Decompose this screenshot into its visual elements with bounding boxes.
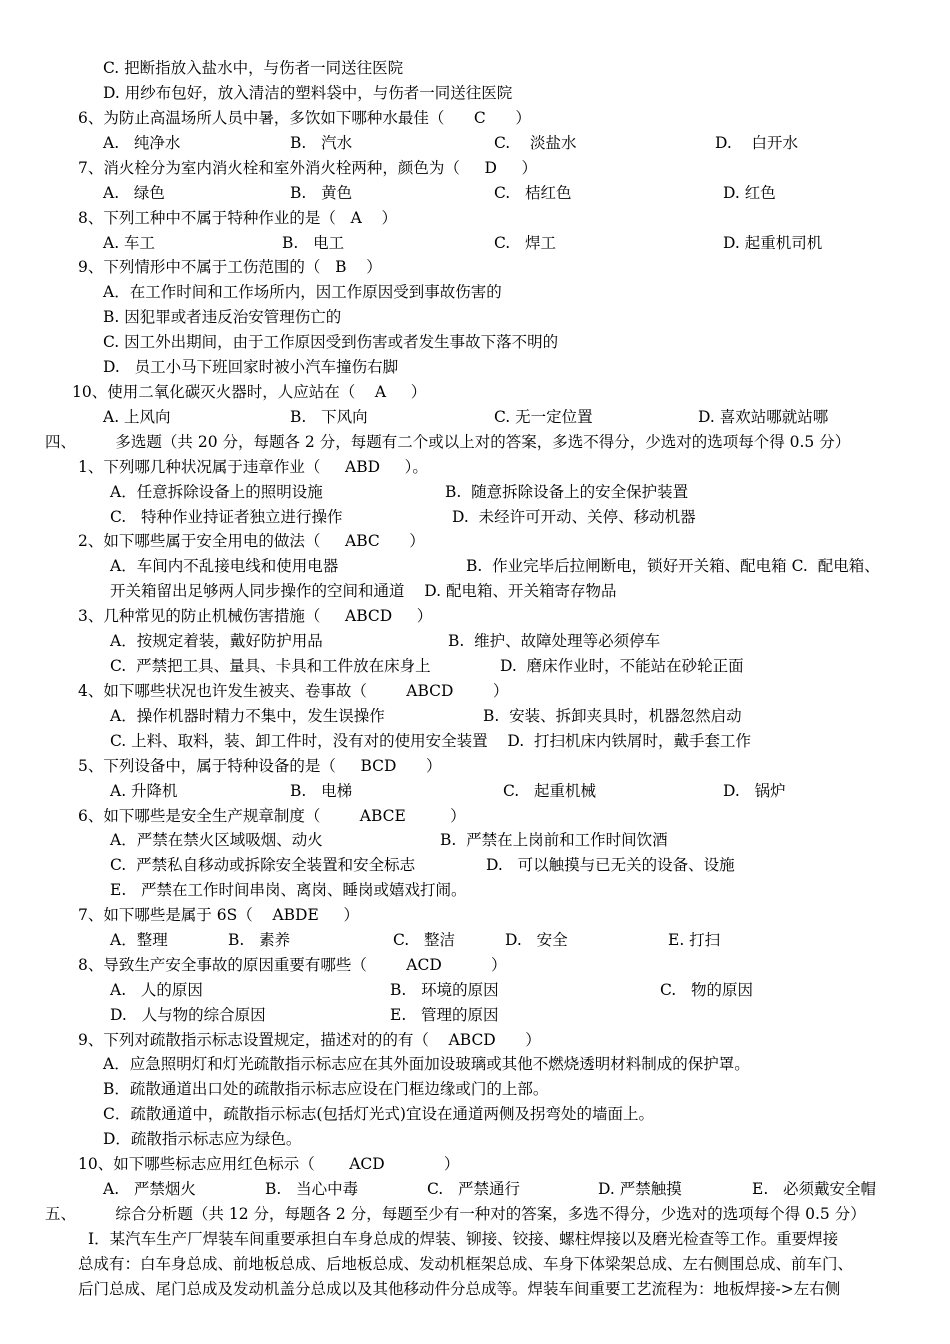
text-line: D．疏散指示标志应为绿色。 bbox=[103, 1130, 302, 1148]
text-line: D. 人与物的综合原因 bbox=[110, 1006, 266, 1024]
text-line: B．疏散通道出口处的疏散指示标志应设在门框边缘或门的上部。 bbox=[103, 1080, 549, 1098]
text-line: B. 汽水 bbox=[290, 134, 353, 152]
text-line: D. 可以触摸与已无关的设备、设施 bbox=[486, 856, 735, 874]
text-line: 4、如下哪些状况也许发生被夹、卷事故（ ABCD ） bbox=[78, 682, 509, 700]
text-line: B. 随意拆除设备上的安全保护装置 bbox=[445, 483, 689, 501]
text-line: A. 绿色 bbox=[103, 184, 165, 202]
text-line: D. 白开水 bbox=[715, 134, 799, 152]
text-line: D. 锅炉 bbox=[723, 782, 786, 800]
text-line: 9、下列情形中不属于工伤范围的（ B ） bbox=[78, 258, 382, 276]
text-line: C. 特种作业持证者独立进行操作 bbox=[110, 508, 343, 526]
text-line: 7、如下哪些是属于 6S（ ABDE ） bbox=[78, 906, 359, 924]
text-line: C. 无一定位置 bbox=[494, 408, 593, 426]
text-line: B. 素养 bbox=[228, 931, 291, 949]
text-line: C. 严禁私自移动或拆除安全装置和安全标志 bbox=[110, 856, 416, 874]
text-line: A. 人的原因 bbox=[110, 981, 203, 999]
text-line: 6、为防止高温场所人员中暑，多饮如下哪种水最佳（ C ） bbox=[78, 109, 531, 127]
text-line: D. 磨床作业时，不能站在砂轮正面 bbox=[500, 657, 744, 675]
text-line: D. 严禁触摸 bbox=[598, 1180, 682, 1198]
text-line: 5、下列设备中，属于特种设备的是（ BCD ） bbox=[78, 757, 442, 775]
text-line: 总成有：白车身总成、前地板总成、后地板总成、发动机框架总成、车身下体梁架总成、左右侧围总成、前车门、 bbox=[78, 1255, 854, 1273]
text-line: B. 因犯罪或者违反治安管理伤亡的 bbox=[103, 308, 342, 326]
text-line: C. 淡盐水 bbox=[494, 134, 577, 152]
text-line: A. 上风向 bbox=[103, 408, 171, 426]
text-line: 8、下列工种中不属于特种作业的是（ A ） bbox=[78, 209, 398, 227]
text-line: A. 升降机 bbox=[110, 782, 178, 800]
text-line: A．车间内不乱接电线和使用电器 bbox=[110, 557, 339, 575]
text-line: C. 上料、取料，装、卸工件时，没有对的使用安全装置 D. 打扫机床内铁屑时，戴手套工作 bbox=[110, 732, 752, 750]
text-line: A．按规定着装，戴好防护用品 bbox=[110, 632, 323, 650]
text-line: 五、 综合分析题（共 12 分，每题各 2 分，每题至少有一种对的答案，多选不得分，少选对的选项每个得 0.5 分） bbox=[45, 1205, 866, 1223]
text-line: D. 喜欢站哪就站哪 bbox=[698, 408, 829, 426]
text-line: 6、如下哪些是安全生产规章制度（ ABCE ） bbox=[78, 807, 466, 825]
text-line: D. 红色 bbox=[723, 184, 776, 202]
text-line: A．任意拆除设备上的照明设施 bbox=[110, 483, 323, 501]
text-line: C．疏散通道中，疏散指示标志(包括灯光式)宜设在通道两侧及拐弯处的墙面上。 bbox=[103, 1105, 654, 1123]
text-line: D. 安全 bbox=[505, 931, 568, 949]
text-line: 10、使用二氧化碳灭火器时，人应站在（ A ） bbox=[72, 383, 427, 401]
text-line: B. 安装、拆卸夹具时，机器忽然启动 bbox=[483, 707, 742, 725]
text-line: 四、 多选题（共 20 分，每题各 2 分，每题有二个或以上对的答案，多选不得分，少选对的选项每个得 0.5 分） bbox=[45, 433, 851, 451]
text-line: 2、如下哪些属于安全用电的做法（ ABC ） bbox=[78, 532, 425, 550]
text-line: E. 管理的原因 bbox=[390, 1006, 499, 1024]
text-line: B. 环境的原因 bbox=[390, 981, 499, 999]
text-line: B. 黄色 bbox=[290, 184, 353, 202]
text-line: 8、导致生产安全事故的原因重要有哪些（ ACD ） bbox=[78, 956, 507, 974]
text-line: C. 物的原因 bbox=[660, 981, 754, 999]
text-line: Ⅰ．某汽车生产厂焊装车间重要承担白车身总成的焊装、铆接、铰接、螺柱焊接以及磨光检查等工作。重要焊接 bbox=[88, 1230, 839, 1248]
text-line: A．在工作时间和工作场所内，因工作原因受到事故伤害的 bbox=[103, 283, 502, 301]
text-line: E. 必须戴安全帽 bbox=[752, 1180, 877, 1198]
text-line: D. 未经许可开动、关停、移动机器 bbox=[452, 508, 696, 526]
text-line: 3、几种常见的防止机械伤害措施（ ABCD ） bbox=[78, 607, 433, 625]
text-line: E. 严禁在工作时间串岗、离岗、睡岗或嬉戏打闹。 bbox=[110, 881, 467, 899]
text-line: D. 用纱布包好，放入清洁的塑料袋中，与伤者一同送往医院 bbox=[103, 84, 513, 102]
text-line: 开关箱留出足够两人同步操作的空间和通道 D. 配电箱、开关箱寄存物品 bbox=[110, 582, 617, 600]
text-line: A. 纯净水 bbox=[103, 134, 181, 152]
text-line: D. 员工小马下班回家时被小汽车撞伤右脚 bbox=[103, 358, 399, 376]
text-line: B. 作业完毕后拉闸断电，锁好开关箱、配电箱 C. 配电箱、 bbox=[466, 557, 880, 575]
text-line: A. 严禁烟火 bbox=[103, 1180, 196, 1198]
text-line: 10、如下哪些标志应用红色标示（ ACD ） bbox=[78, 1155, 460, 1173]
text-line: B. 维护、故障处理等必须停车 bbox=[448, 632, 661, 650]
text-line: C. 桔红色 bbox=[494, 184, 572, 202]
text-line: C. 把断指放入盐水中，与伤者一同送往医院 bbox=[103, 59, 404, 77]
text-line: B. 电梯 bbox=[290, 782, 353, 800]
text-line: A．应急照明灯和灯光疏散指示标志应在其外面加设玻璃或其他不燃烧透明材料制成的保护罩。 bbox=[103, 1055, 750, 1073]
text-line: E. 打扫 bbox=[668, 931, 721, 949]
text-line: A. 车工 bbox=[103, 234, 156, 252]
text-line: 7、消火栓分为室内消火栓和室外消火栓两种，颜色为（ D ） bbox=[78, 159, 538, 177]
text-line: A．操作机器时精力不集中，发生误操作 bbox=[110, 707, 385, 725]
text-line: C. 严禁通行 bbox=[427, 1180, 521, 1198]
text-line: A．整理 bbox=[110, 931, 168, 949]
text-line: B. 当心中毒 bbox=[265, 1180, 359, 1198]
text-line: C. 起重机械 bbox=[503, 782, 597, 800]
text-line: C. 严禁把工具、量具、卡具和工件放在床身上 bbox=[110, 657, 431, 675]
text-line: B. 严禁在上岗前和工作时间饮酒 bbox=[440, 831, 668, 849]
text-line: 1、下列哪几种状况属于违章作业（ ABD ）。 bbox=[78, 458, 428, 476]
text-line: B. 电工 bbox=[282, 234, 345, 252]
text-line: B. 下风向 bbox=[290, 408, 368, 426]
text-line: C. 整洁 bbox=[393, 931, 456, 949]
text-line: 9、下列对疏散指示标志设置规定，描述对的的有（ ABCD ） bbox=[78, 1031, 541, 1049]
text-line: C. 因工外出期间，由于工作原因受到伤害或者发生事故下落不明的 bbox=[103, 333, 559, 351]
text-line: D. 起重机司机 bbox=[723, 234, 823, 252]
text-line: A．严禁在禁火区域吸烟、动火 bbox=[110, 831, 323, 849]
text-line: C. 焊工 bbox=[494, 234, 557, 252]
text-line: 后门总成、尾门总成及发动机盖分总成以及其他移动件分总成等。焊装车间重要工艺流程为：地板焊接->左右侧 bbox=[78, 1280, 841, 1298]
